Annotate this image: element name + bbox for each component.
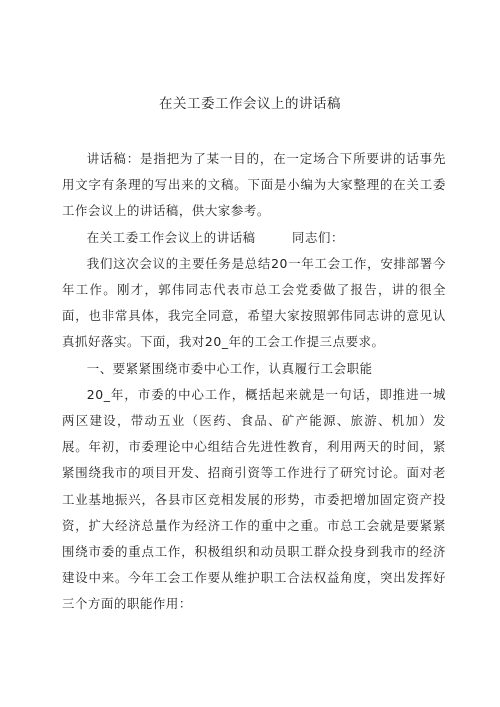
body-paragraph: 我们这次会议的主要任务是总结20一年工会工作，安排部署今年工作。刚才，郭伟同志代表市总工会党委做了报告，讲的很全面，也非常具体，我完全同意，希望大家按照郭伟同志讲的意见认真抓好落实。下面，我对20_年的工会工作提三点要求。 xyxy=(62,255,446,350)
body-paragraph: 20_年，市委的中心工作，概括起来就是一句话，即推进一城两区建设，带动五业（医药、食品、矿产能源、旅游、机加）发展。年初，市委理论中心组结合先进性教育，利用两天的时间，紧紧围绕我市的项目开发、招商引资等工作进行了研究讨论。面对老工业基地振兴，各县市区竞相发展的形势，市委把增加固定资产投资，扩大经济总量作为经济工作的重中之重。市总工会就是要紧紧围绕市委的重点工作，积极组织和动员职工群众投身到我市的经济建设中来。今年工会工作要从维护职工合法权益角度，突出发挥好三个方面的职能作用： xyxy=(62,386,446,612)
greeting-line xyxy=(62,225,446,251)
intro-paragraph: 讲话稿：是指把为了某一目的，在一定场合下所要讲的话事先用文字有条理的写出来的文稿。下面是小编为大家整理的在关工委工作会议上的讲话稿，供大家参考。 xyxy=(62,151,446,219)
section-heading: 一、要紧紧围绕市委中心工作，认真履行工会职能 xyxy=(86,360,373,376)
document-title: 在关工委工作会议上的讲话稿 xyxy=(159,96,341,112)
speech-subtitle: 在关工委工作会议上的讲话稿 xyxy=(86,229,256,245)
salutation: 同志们： xyxy=(292,229,344,245)
document-body xyxy=(62,146,446,618)
